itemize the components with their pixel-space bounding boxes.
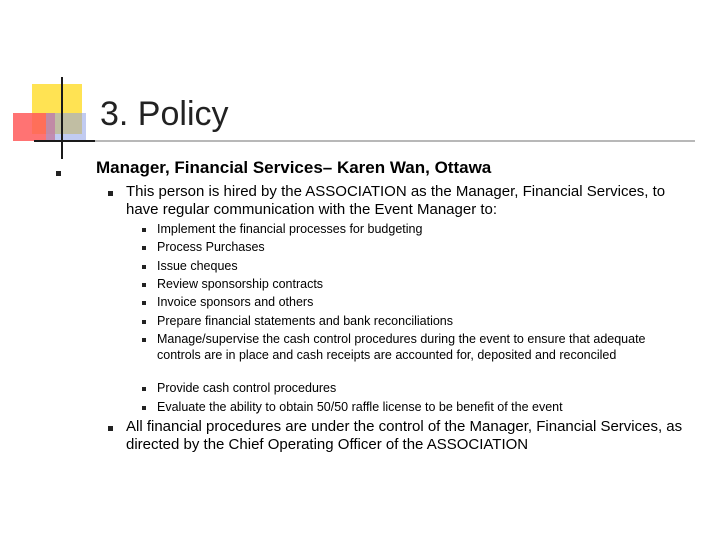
intro-text: This person is hired by the ASSOCIATION as the Manager, Financial Services, to have regular communication with the Event Manager to: (126, 183, 666, 218)
bullet-icon (142, 387, 146, 391)
closing-text: All financial procedures are under the control of the Manager, Financial Services, as directed by the Chief Operating Officer of the ASSOCIATION (126, 418, 683, 453)
decor-vertical-line (61, 77, 63, 159)
bullet-icon (108, 191, 113, 196)
task-item: Review sponsorship contracts (157, 277, 324, 291)
task-item: Evaluate the ability to obtain 50/50 raffle license to be benefit of the event (157, 400, 563, 414)
bullet-icon (142, 246, 146, 250)
bullet-icon (142, 338, 146, 342)
title-underline (95, 140, 695, 142)
decor-horizontal-line (34, 140, 104, 142)
task-item: Provide cash control procedures (157, 381, 337, 395)
decor-blue-rectangle (46, 113, 86, 140)
task-item: Invoice sponsors and others (157, 295, 314, 309)
slide-title: 3. Policy (100, 95, 229, 133)
bullet-icon (108, 426, 113, 431)
task-item: Implement the financial processes for budgeting (157, 222, 423, 236)
bullet-icon (142, 406, 146, 410)
bullet-icon (142, 265, 146, 269)
task-item: Issue cheques (157, 259, 238, 273)
bullet-icon (142, 320, 146, 324)
task-item: Manage/supervise the cash control procedures during the event to ensure that adequate controls are in place and cash receipts are accounted for, deposited and reconciled (157, 332, 646, 362)
task-item: Prepare financial statements and bank reconciliations (157, 314, 454, 328)
bullet-icon (142, 301, 146, 305)
bullet-icon (56, 171, 61, 176)
heading: Manager, Financial Services– Karen Wan, Ottawa (96, 158, 492, 177)
task-item: Process Purchases (157, 240, 265, 254)
bullet-icon (142, 283, 146, 287)
bullet-icon (142, 228, 146, 232)
